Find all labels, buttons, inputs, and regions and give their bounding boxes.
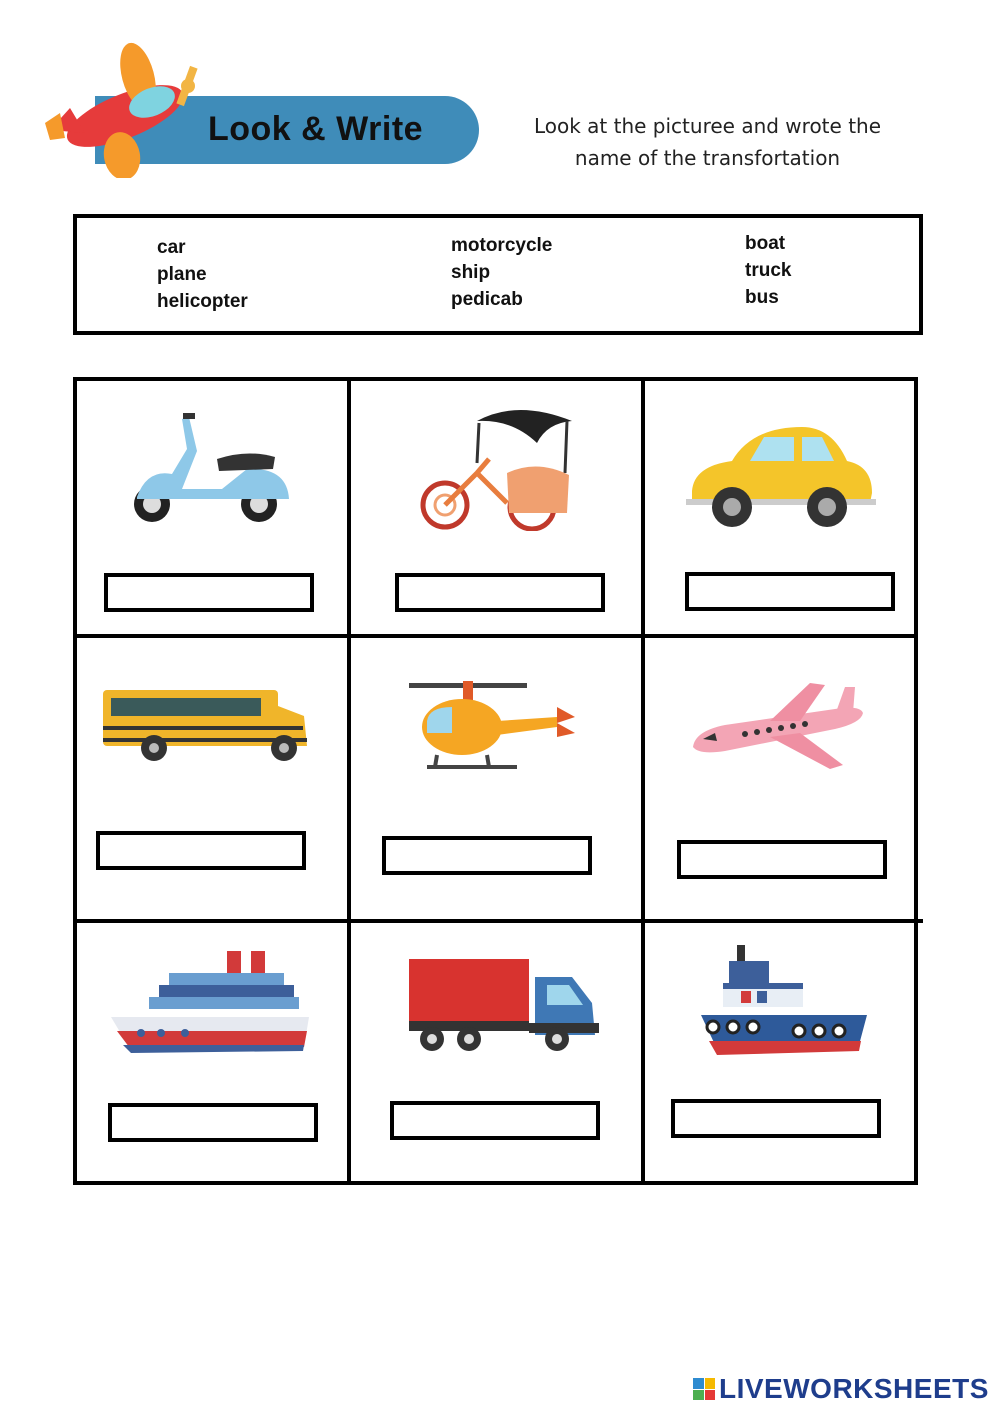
pedicab-icon [417,403,577,531]
answer-box[interactable] [677,840,887,879]
footer-brand [693,1374,989,1404]
scooter-icon [127,409,297,527]
word-bank-item: motorcycle [451,235,553,256]
word-bank-item: truck [745,260,792,281]
word-bank-column-2 [451,232,552,313]
word-bank-column-3 [745,230,791,311]
bus-icon [99,686,314,762]
word-bank-column-1 [157,234,248,315]
word-bank-item: plane [157,264,207,285]
word-bank-item: boat [745,233,786,254]
ship-icon [109,947,314,1059]
answer-box[interactable] [104,573,314,612]
helicopter-icon [407,677,582,777]
answer-box[interactable] [96,831,306,870]
instructions-line-2: name of the transfortation [574,146,841,170]
answer-box[interactable] [685,572,895,611]
brand-name: LIVEWORKSHEETS [719,1373,989,1404]
answer-box[interactable] [395,573,605,612]
word-bank-item: pedicab [451,289,523,310]
word-bank-item: bus [745,287,779,308]
plane-icon [685,679,870,774]
answer-box[interactable] [390,1101,600,1140]
truck-icon [407,957,602,1057]
word-bank-item: ship [451,262,491,283]
answer-box[interactable] [382,836,592,875]
word-bank [73,214,923,335]
grid-divider [347,381,351,1181]
picture-grid [73,377,918,1185]
grid-divider [641,381,645,1181]
word-bank-item: car [157,237,186,258]
page-title: Look & Write [208,110,424,148]
liveworksheets-logo-icon [693,1378,715,1400]
grid-divider [73,634,918,638]
instructions [510,110,905,174]
answer-box[interactable] [671,1099,881,1138]
boat-icon [699,943,869,1061]
instructions-line-1: Look at the picturee and wrote the [533,114,882,138]
car-icon [682,421,877,531]
word-bank-item: helicopter [157,291,248,312]
toy-plane-icon [30,38,210,178]
answer-box[interactable] [108,1103,318,1142]
grid-divider [73,919,923,923]
